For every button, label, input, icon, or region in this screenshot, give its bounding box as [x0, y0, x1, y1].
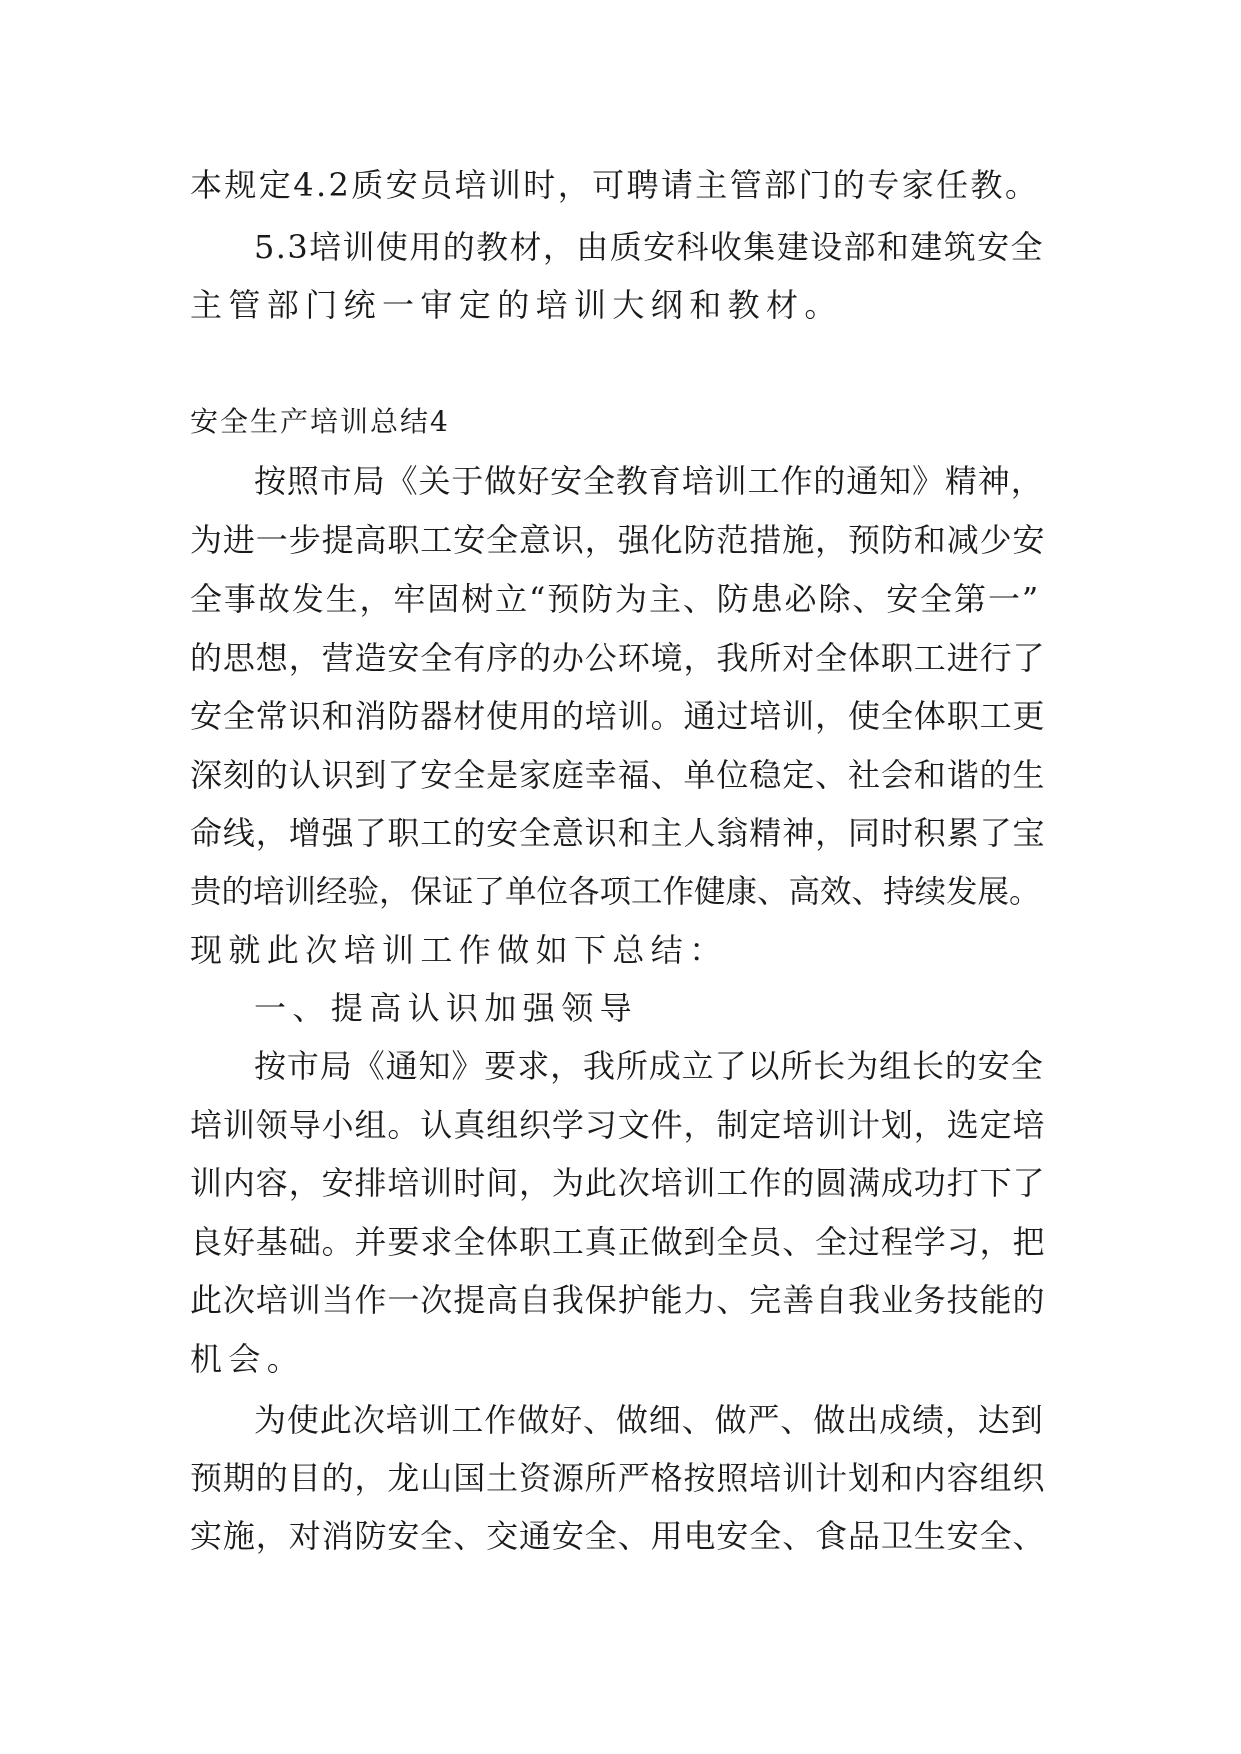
text-line: 深刻的认识到了安全是家庭幸福、单位稳定、社会和谐的生 [190, 756, 1046, 794]
text-line: 现就此次培训工作做如下总结： [190, 931, 728, 969]
text-line: 本规定4.2质安员培训时，可聘请主管部门的专家任教。 [190, 166, 1040, 204]
text-line: 训内容，安排培训时间，为此次培训工作的圆满成功打下了 [190, 1164, 1046, 1202]
text-line: 命线，增强了职工的安全意识和主人翁精神，同时积累了宝 [190, 814, 1046, 852]
text-line: 为进一步提高职工安全意识，强化防范措施，预防和减少安 [190, 521, 1046, 559]
text-line: 贵的培训经验，保证了单位各项工作健康、高效、持续发展。 [190, 874, 1041, 910]
text-line: 的思想，营造安全有序的办公环境，我所对全体职工进行了 [190, 639, 1046, 677]
text-line: 良好基础。并要求全体职工真正做到全员、全过程学习，把 [190, 1223, 1046, 1261]
text-line: 培训领导小组。认真组织学习文件，制定培训计划，选定培 [190, 1106, 1046, 1144]
text-line: 此次培训当作一次提高自我保护能力、完善自我业务技能的 [190, 1281, 1046, 1319]
text-line: 按市局《通知》要求，我所成立了以所长为组长的安全 [254, 1047, 1044, 1085]
text-line: 全事故发生，牢固树立“预防为主、防患必除、安全第一” [190, 580, 1041, 618]
text-line: 预期的目的，龙山国土资源所严格按照培训计划和内容组织 [190, 1459, 1046, 1497]
text-line: 5.3培训使用的教材，由质安科收集建设部和建筑安全 [254, 228, 1044, 266]
section-heading: 安全生产培训总结4 [190, 405, 450, 438]
subsection-heading: 一、提高认识加强领导 [254, 989, 639, 1027]
text-line: 实施，对消防安全、交通安全、用电安全、食品卫生安全、 [190, 1517, 1046, 1555]
text-line: 主管部门统一审定的培训大纲和教材。 [190, 286, 843, 324]
text-line: 安全常识和消防器材使用的培训。通过培训，使全体职工更 [190, 697, 1046, 735]
text-line: 按照市局《关于做好安全教育培训工作的通知》精神， [254, 462, 1044, 500]
text-line: 机会。 [190, 1340, 306, 1378]
text-line: 为使此次培训工作做好、做细、做严、做出成绩，达到 [254, 1401, 1044, 1439]
